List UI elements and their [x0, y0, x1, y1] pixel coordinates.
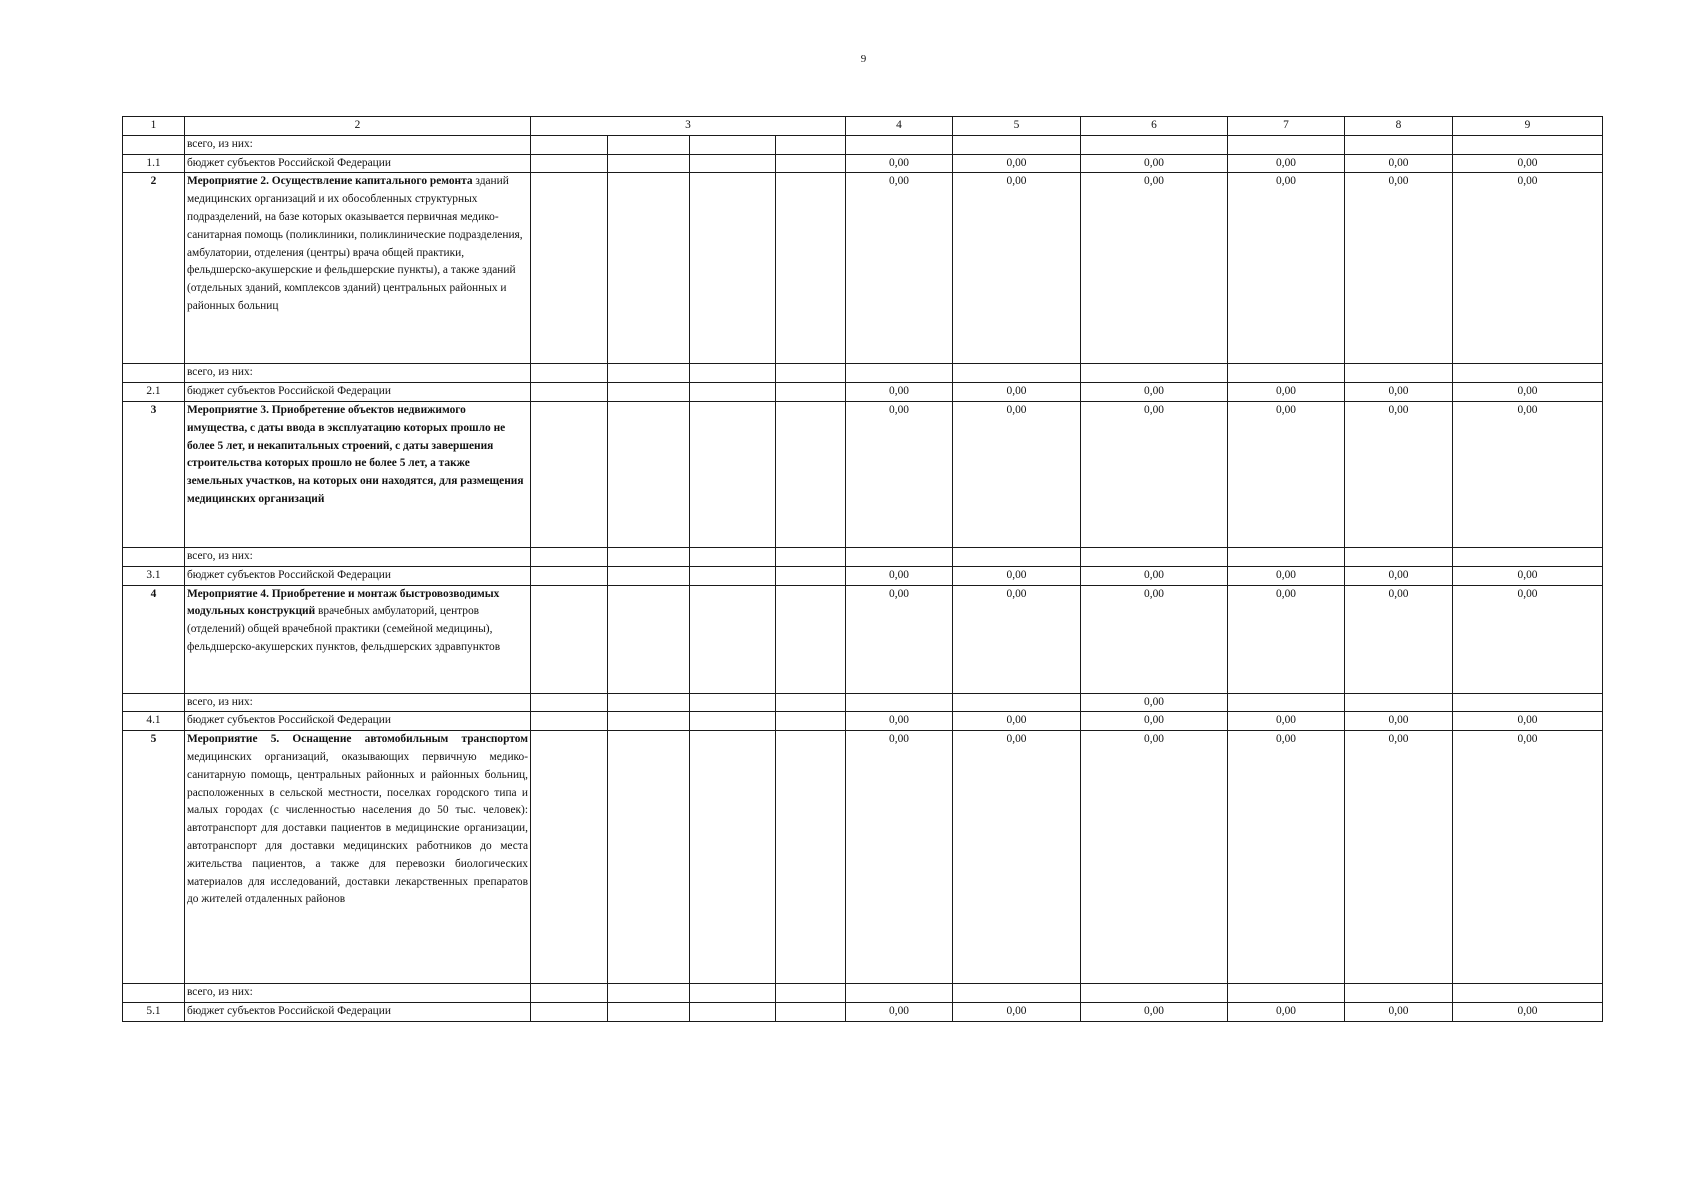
row-description: всего, из них:	[185, 693, 531, 712]
value-cell-col-8: 0,00	[1345, 1002, 1453, 1021]
empty-cell	[776, 712, 846, 731]
table-row-main	[123, 731, 1603, 984]
value-cell-col-8	[1345, 693, 1453, 712]
row-description	[185, 401, 531, 547]
row-number: 4	[123, 585, 185, 693]
header-cell-8: 8	[1345, 117, 1453, 136]
header-cell-2: 2	[185, 117, 531, 136]
value-cell-col-9: 0,00	[1453, 731, 1603, 984]
row-description: бюджет субъектов Российской Федерации	[185, 383, 531, 402]
value-cell-col-8	[1345, 547, 1453, 566]
value-cell-col-8	[1345, 364, 1453, 383]
value-cell-col-4	[846, 135, 953, 154]
empty-cell	[776, 1002, 846, 1021]
value-cell-col-6: 0,00	[1081, 585, 1228, 693]
value-cell-col-8: 0,00	[1345, 383, 1453, 402]
row-number: 3	[123, 401, 185, 547]
table-row	[123, 547, 1603, 566]
empty-cell	[690, 173, 776, 364]
header-row	[123, 117, 1603, 136]
value-cell-col-8: 0,00	[1345, 731, 1453, 984]
empty-cell	[776, 364, 846, 383]
row-number: 4.1	[123, 712, 185, 731]
value-cell-col-7: 0,00	[1228, 566, 1345, 585]
value-cell-col-6	[1081, 547, 1228, 566]
value-cell-col-7	[1228, 547, 1345, 566]
value-cell-col-6: 0,00	[1081, 1002, 1228, 1021]
empty-cell	[531, 585, 608, 693]
empty-cell	[690, 154, 776, 173]
value-cell-col-8	[1345, 984, 1453, 1003]
value-cell-col-7: 0,00	[1228, 154, 1345, 173]
empty-cell	[531, 712, 608, 731]
row-description: бюджет субъектов Российской Федерации	[185, 154, 531, 173]
empty-cell	[531, 1002, 608, 1021]
measure-title: Мероприятие 2. Осуществление капитального ремонта	[187, 175, 473, 188]
value-cell-col-4	[846, 693, 953, 712]
value-cell-col-5	[953, 984, 1081, 1003]
row-description: бюджет субъектов Российской Федерации	[185, 712, 531, 731]
value-cell-col-5: 0,00	[953, 173, 1081, 364]
value-cell-col-9	[1453, 984, 1603, 1003]
value-cell-col-9: 0,00	[1453, 1002, 1603, 1021]
row-description: всего, из них:	[185, 364, 531, 383]
empty-cell	[608, 154, 690, 173]
empty-cell	[776, 401, 846, 547]
row-number: 5.1	[123, 1002, 185, 1021]
value-cell-col-7	[1228, 364, 1345, 383]
row-number	[123, 364, 185, 383]
value-cell-col-5: 0,00	[953, 154, 1081, 173]
empty-cell	[776, 984, 846, 1003]
empty-cell	[776, 135, 846, 154]
row-number	[123, 135, 185, 154]
empty-cell	[690, 401, 776, 547]
empty-cell	[690, 731, 776, 984]
value-cell-col-4: 0,00	[846, 154, 953, 173]
empty-cell	[690, 1002, 776, 1021]
empty-cell	[608, 585, 690, 693]
empty-cell	[608, 135, 690, 154]
table-row	[123, 984, 1603, 1003]
table-row	[123, 693, 1603, 712]
empty-cell	[531, 566, 608, 585]
empty-cell	[608, 693, 690, 712]
value-cell-col-6: 0,00	[1081, 173, 1228, 364]
value-cell-col-6: 0,00	[1081, 731, 1228, 984]
empty-cell	[776, 566, 846, 585]
budget-table	[122, 116, 1603, 1022]
value-cell-col-9	[1453, 693, 1603, 712]
empty-cell	[690, 566, 776, 585]
row-description	[185, 585, 531, 693]
empty-cell	[690, 984, 776, 1003]
value-cell-col-6: 0,00	[1081, 693, 1228, 712]
empty-cell	[776, 154, 846, 173]
value-cell-col-8	[1345, 135, 1453, 154]
empty-cell	[776, 547, 846, 566]
value-cell-col-9	[1453, 135, 1603, 154]
value-cell-col-9: 0,00	[1453, 401, 1603, 547]
row-description: бюджет субъектов Российской Федерации	[185, 566, 531, 585]
empty-cell	[531, 731, 608, 984]
value-cell-col-9	[1453, 547, 1603, 566]
empty-cell	[531, 401, 608, 547]
table-row-main	[123, 173, 1603, 364]
row-number: 3.1	[123, 566, 185, 585]
value-cell-col-4: 0,00	[846, 712, 953, 731]
value-cell-col-5: 0,00	[953, 585, 1081, 693]
value-cell-col-4: 0,00	[846, 383, 953, 402]
empty-cell	[690, 693, 776, 712]
header-cell-5: 5	[953, 117, 1081, 136]
empty-cell	[608, 173, 690, 364]
table-row	[123, 566, 1603, 585]
row-number: 2.1	[123, 383, 185, 402]
value-cell-col-7	[1228, 693, 1345, 712]
row-description: всего, из них:	[185, 984, 531, 1003]
empty-cell	[776, 585, 846, 693]
value-cell-col-8: 0,00	[1345, 154, 1453, 173]
value-cell-col-4: 0,00	[846, 1002, 953, 1021]
value-cell-col-5: 0,00	[953, 1002, 1081, 1021]
value-cell-col-7: 0,00	[1228, 585, 1345, 693]
empty-cell	[531, 383, 608, 402]
empty-cell	[608, 984, 690, 1003]
empty-cell	[608, 547, 690, 566]
empty-cell	[690, 547, 776, 566]
header-cell-7: 7	[1228, 117, 1345, 136]
empty-cell	[608, 712, 690, 731]
value-cell-col-8: 0,00	[1345, 585, 1453, 693]
measure-description: зданий медицинских организаций и их обособленных структурных подразделений, на базе которых оказывается первичная медико-санитарная помощь (поликлиники, поликлинические подразделения, амбулатории, отделения (центры) врача общей практики, фельдшерско-акушерские и фельдшерские пункты), а также зданий (отдельных зданий, комплексов зданий) центральных районных и районных больниц	[187, 175, 523, 312]
empty-cell	[690, 585, 776, 693]
value-cell-col-6: 0,00	[1081, 401, 1228, 547]
empty-cell	[776, 173, 846, 364]
value-cell-col-7: 0,00	[1228, 731, 1345, 984]
table-row	[123, 383, 1603, 402]
empty-cell	[690, 364, 776, 383]
value-cell-col-7	[1228, 984, 1345, 1003]
value-cell-col-8: 0,00	[1345, 712, 1453, 731]
value-cell-col-6: 0,00	[1081, 566, 1228, 585]
header-cell-3: 3	[531, 117, 846, 136]
value-cell-col-6	[1081, 364, 1228, 383]
value-cell-col-4: 0,00	[846, 731, 953, 984]
measure-description: медицинских организаций, оказывающих первичную медико-санитарную помощь, центральных районных и районных больниц, расположенных в сельской местности, поселках городского типа и малых городах (с численностью населения до 50 тыс. человек): автотранспорт для доставки пациентов в медицинские организации, автотранспорт для доставки медицинских работников до места жительства пациентов, а также для перевозки биологических материалов для исследований, доставки лекарственных препаратов до жителей отдаленных районов	[187, 750, 528, 906]
measure-title: Мероприятие 4. Приобретение и монтаж быстровозводимых модульных конструкций	[187, 587, 500, 618]
empty-cell	[690, 712, 776, 731]
value-cell-col-8: 0,00	[1345, 173, 1453, 364]
empty-cell	[531, 984, 608, 1003]
value-cell-col-6: 0,00	[1081, 712, 1228, 731]
empty-cell	[531, 693, 608, 712]
row-number: 1.1	[123, 154, 185, 173]
value-cell-col-5: 0,00	[953, 566, 1081, 585]
table-row-main	[123, 401, 1603, 547]
row-description: всего, из них:	[185, 135, 531, 154]
value-cell-col-5: 0,00	[953, 383, 1081, 402]
empty-cell	[531, 173, 608, 364]
value-cell-col-5	[953, 135, 1081, 154]
value-cell-col-9: 0,00	[1453, 712, 1603, 731]
measure-title: Мероприятие 3. Приобретение объектов недвижимого имущества, с даты ввода в эксплуатацию которых прошло не более 5 лет, и некапитальных строений, с даты завершения строительства которых прошло не более 5 лет, а также земельных участков, на которых они находятся, для размещения медицинских организаций	[187, 403, 524, 505]
empty-cell	[608, 566, 690, 585]
table-row	[123, 135, 1603, 154]
table-row	[123, 154, 1603, 173]
value-cell-col-9	[1453, 364, 1603, 383]
value-cell-col-5	[953, 693, 1081, 712]
measure-title: Мероприятие 5. Оснащение автомобильным транспортом	[187, 733, 528, 746]
empty-cell	[690, 383, 776, 402]
empty-cell	[776, 731, 846, 984]
value-cell-col-4: 0,00	[846, 401, 953, 547]
value-cell-col-5: 0,00	[953, 712, 1081, 731]
table-row	[123, 364, 1603, 383]
value-cell-col-4	[846, 984, 953, 1003]
empty-cell	[608, 731, 690, 984]
empty-cell	[776, 383, 846, 402]
page-number: 9	[860, 53, 867, 65]
header-cell-1: 1	[123, 117, 185, 136]
empty-cell	[608, 401, 690, 547]
empty-cell	[608, 383, 690, 402]
row-number: 2	[123, 173, 185, 364]
value-cell-col-5: 0,00	[953, 731, 1081, 984]
value-cell-col-5	[953, 364, 1081, 383]
value-cell-col-8: 0,00	[1345, 401, 1453, 547]
empty-cell	[531, 547, 608, 566]
row-number	[123, 693, 185, 712]
header-cell-4: 4	[846, 117, 953, 136]
row-description: бюджет субъектов Российской Федерации	[185, 1002, 531, 1021]
value-cell-col-6: 0,00	[1081, 154, 1228, 173]
empty-cell	[608, 1002, 690, 1021]
empty-cell	[776, 693, 846, 712]
value-cell-col-5: 0,00	[953, 401, 1081, 547]
value-cell-col-5	[953, 547, 1081, 566]
value-cell-col-4: 0,00	[846, 566, 953, 585]
value-cell-col-9: 0,00	[1453, 154, 1603, 173]
value-cell-col-7: 0,00	[1228, 401, 1345, 547]
value-cell-col-4	[846, 364, 953, 383]
row-description	[185, 731, 531, 984]
value-cell-col-7: 0,00	[1228, 712, 1345, 731]
value-cell-col-7: 0,00	[1228, 1002, 1345, 1021]
value-cell-col-6	[1081, 135, 1228, 154]
empty-cell	[531, 154, 608, 173]
table-row-main	[123, 585, 1603, 693]
value-cell-col-7	[1228, 135, 1345, 154]
empty-cell	[531, 135, 608, 154]
value-cell-col-4: 0,00	[846, 585, 953, 693]
value-cell-col-6: 0,00	[1081, 383, 1228, 402]
measure-description: врачебных амбулаторий, центров (отделений) общей врачебной практики (семейной медицины), фельдшерско-акушерских пунктов, фельдшерских здравпунктов	[187, 605, 501, 653]
value-cell-col-7: 0,00	[1228, 173, 1345, 364]
row-number: 5	[123, 731, 185, 984]
value-cell-col-8: 0,00	[1345, 566, 1453, 585]
header-cell-9: 9	[1453, 117, 1603, 136]
value-cell-col-9: 0,00	[1453, 383, 1603, 402]
table-row	[123, 712, 1603, 731]
row-description	[185, 173, 531, 364]
empty-cell	[690, 135, 776, 154]
value-cell-col-6	[1081, 984, 1228, 1003]
empty-cell	[531, 364, 608, 383]
value-cell-col-9: 0,00	[1453, 173, 1603, 364]
value-cell-col-9: 0,00	[1453, 585, 1603, 693]
empty-cell	[608, 364, 690, 383]
value-cell-col-7: 0,00	[1228, 383, 1345, 402]
header-cell-6: 6	[1081, 117, 1228, 136]
row-number	[123, 984, 185, 1003]
row-number	[123, 547, 185, 566]
value-cell-col-4	[846, 547, 953, 566]
value-cell-col-9: 0,00	[1453, 566, 1603, 585]
table-row	[123, 1002, 1603, 1021]
row-description: всего, из них:	[185, 547, 531, 566]
value-cell-col-4: 0,00	[846, 173, 953, 364]
